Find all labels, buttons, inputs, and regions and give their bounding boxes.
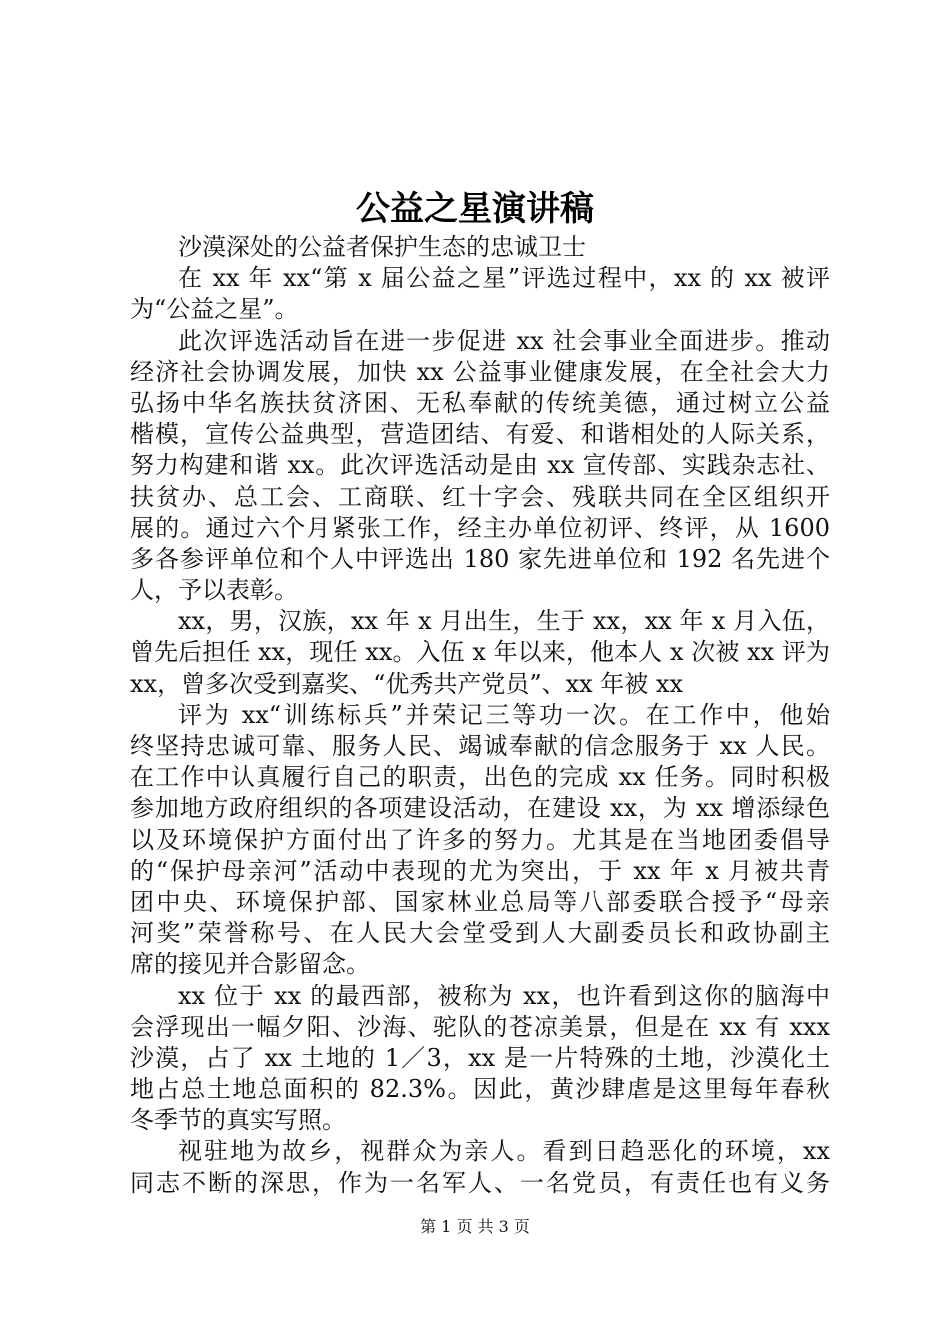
body-line: 在工作中认真履行自己的职责，出色的完成 xx 任务。同时积极 xyxy=(130,763,830,792)
body-line: 评为 xx“训练标兵”并荣记三等功一次。在工作中，他始 xyxy=(178,700,830,729)
body-line: 扶贫办、总工会、工商联、红十字会、残联共同在全区组织开 xyxy=(130,482,830,511)
body-line: 经济社会协调发展，加快 xx 公益事业健康发展，在全社会大力 xyxy=(130,357,830,386)
body-line: xx，男，汉族，xx 年 x 月出生，生于 xx，xx 年 x 月入伍， xyxy=(178,607,830,636)
body-line: 冬季节的真实写照。 xyxy=(130,1106,346,1135)
body-line: 为“公益之星”。 xyxy=(130,295,299,324)
body-line: 弘扬中华名族扶贫济困、无私奉献的传统美德，通过树立公益 xyxy=(130,388,830,417)
body-line: 视驻地为故乡，视群众为亲人。看到日趋恶化的环境，xx xyxy=(178,1137,830,1166)
subtitle-line: 沙漠深处的公益者保护生态的忠诚卫士 xyxy=(178,233,586,261)
body-line: 终坚持忠诚可靠、服务人民、竭诚奉献的信念服务于 xx 人民。 xyxy=(130,732,830,760)
page-footer: 第 1 页 共 3 页 xyxy=(420,1217,530,1236)
body-line: 努力构建和谐 xx。此次评选活动是由 xx 宣传部、实践杂志社、 xyxy=(130,451,830,480)
document-body xyxy=(130,232,830,1199)
body-line: 楷模，宣传公益典型，营造团结、有爱、和谐相处的人际关系， xyxy=(130,420,830,449)
body-line: 河奖”荣誉称号、在人民大会堂受到人大副委员长和政协副主 xyxy=(130,919,830,948)
body-line: 席的接见并合影留念。 xyxy=(130,950,370,979)
body-line: 参加地方政府组织的各项建设活动，在建设 xx，为 xx 增添绿色 xyxy=(130,794,830,823)
body-line: 多各参评单位和个人中评选出 180 家先进单位和 192 名先进个 xyxy=(130,544,830,573)
document-title: 公益之星演讲稿 xyxy=(356,189,594,229)
body-line: 此次评选活动旨在进一步促进 xx 社会事业全面进步。推动 xyxy=(178,326,830,355)
body-line: 在 xx 年 xx“第 x 届公益之星”评选过程中，xx 的 xx 被评 xyxy=(178,264,830,293)
body-line: 同志不断的深思，作为一名军人、一名党员，有责任也有义务 xyxy=(130,1168,830,1197)
body-line: 以及环境保护方面付出了许多的努力。尤其是在当地团委倡导 xyxy=(130,825,830,854)
body-line: 地占总土地总面积的 82.3%。因此，黄沙肆虐是这里每年春秋 xyxy=(130,1075,830,1104)
body-line: 会浮现出一幅夕阳、沙海、驼队的苍凉美景，但是在 xx 有 xxx xyxy=(130,1012,830,1041)
body-line: xx 位于 xx 的最西部，被称为 xx，也许看到这你的脑海中 xyxy=(178,981,830,1010)
body-line: 展的。通过六个月紧张工作，经主办单位初评、终评，从 1600 xyxy=(130,513,830,542)
body-line: xx，曾多次受到嘉奖、“优秀共产党员”、xx 年被 xx xyxy=(130,669,684,698)
body-line: 团中央、环境保护部、国家林业总局等八部委联合授予“母亲 xyxy=(130,887,830,916)
body-line: 人，予以表彰。 xyxy=(130,576,298,605)
body-line: 曾先后担任 xx，现任 xx。入伍 x 年以来，他本人 x 次被 xx 评为 xyxy=(130,638,830,667)
body-line: 沙漠，占了 xx 土地的 1／3，xx 是一片特殊的土地，沙漠化土 xyxy=(130,1043,830,1072)
body-line: 的“保护母亲河”活动中表现的尤为突出，于 xx 年 x 月被共青 xyxy=(130,856,830,885)
